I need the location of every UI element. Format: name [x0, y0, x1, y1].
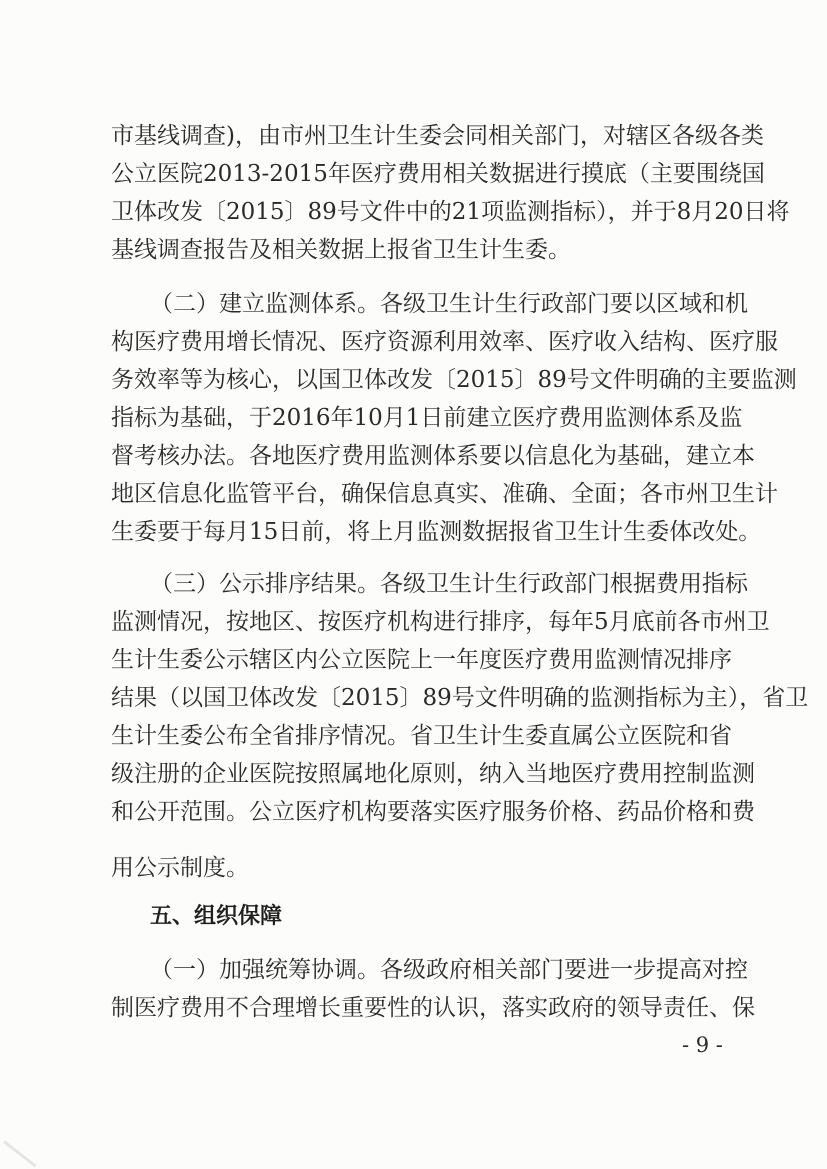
body-line: 结果（以国卫体改发〔2015〕89号文件明确的监测指标为主），省卫 [111, 685, 809, 711]
paragraph-first-line: （一）加强统筹协调。各级政府相关部门要进一步提高对控 [150, 957, 748, 983]
body-line: 构医疗费用增长情况、医疗资源利用效率、医疗收入结构、医疗服 [111, 329, 778, 355]
body-line: 级注册的企业医院按照属地化原则，纳入当地医疗费用控制监测 [111, 761, 755, 787]
paragraph-first-line: （二）建立监测体系。各级卫生计生行政部门要以区域和机 [150, 291, 748, 317]
body-line: 卫体改发〔2015〕89号文件中的21项监测指标），并于8月20日将 [111, 199, 790, 225]
body-line: 市基线调查)，由市州卫生计生委会同相关部门，对辖区各级各类 [111, 123, 764, 149]
body-line: 制医疗费用不合理增长重要性的认识，落实政府的领导责任、保 [111, 995, 755, 1021]
body-line: 监测情况，按地区、按医疗机构进行排序，每年5月底前各市州卫 [111, 609, 770, 635]
body-line: 地区信息化监管平台，确保信息真实、准确、全面；各市州卫生计 [111, 481, 778, 507]
body-line: 生委要于每月15日前，将上月监测数据报省卫生计生委体改处。 [111, 519, 762, 545]
body-line: 生计生委公布全省排序情况。省卫生计生委直属公立医院和省 [111, 723, 732, 749]
body-line: 基线调查报告及相关数据上报省卫生计生委。 [111, 237, 571, 263]
scan-artifact [3, 1140, 36, 1167]
page-number: - 9 - [682, 1033, 723, 1057]
paragraph-first-line: （三）公示排序结果。各级卫生计生行政部门根据费用指标 [150, 571, 748, 597]
section-heading: 五、组织保障 [150, 904, 283, 929]
body-line: 公立医院2013-2015年医疗费用相关数据进行摸底（主要围绕国 [111, 161, 765, 187]
body-line: 督考核办法。各地医疗费用监测体系要以信息化为基础，建立本 [111, 443, 755, 469]
body-line: 生计生委公示辖区内公立医院上一年度医疗费用监测情况排序 [111, 647, 732, 673]
body-line: 务效率等为核心，以国卫体改发〔2015〕89号文件明确的主要监测 [111, 367, 797, 393]
body-line: 用公示制度。 [111, 855, 249, 881]
body-line: 和公开范围。公立医疗机构要落实医疗服务价格、药品价格和费 [111, 799, 755, 825]
body-line: 指标为基础，于2016年10月1日前建立医疗费用监测体系及监 [111, 405, 743, 431]
